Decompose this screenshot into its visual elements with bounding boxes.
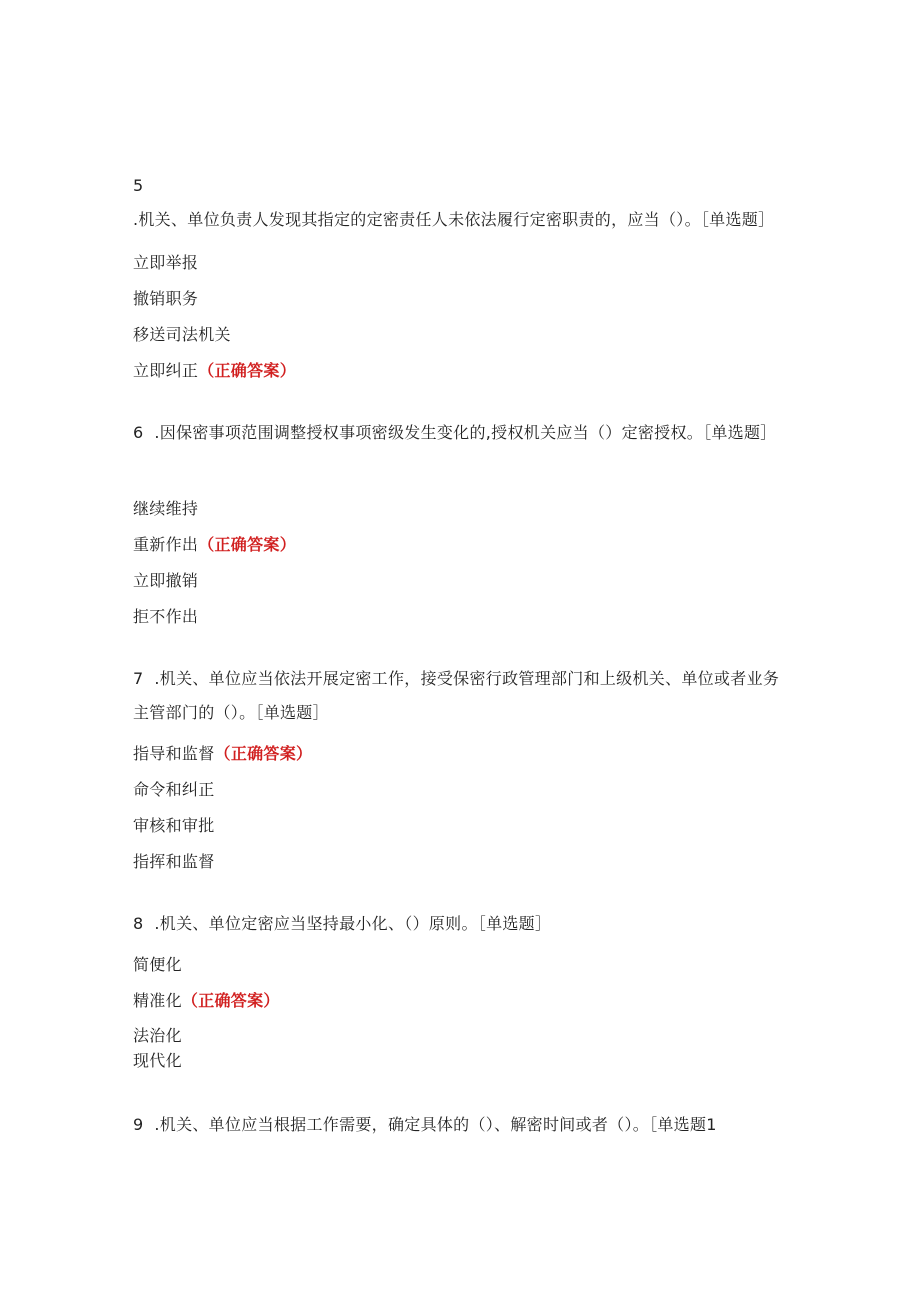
option-label: 精准化 — [133, 991, 182, 1010]
option — [133, 955, 182, 975]
option-label: 法治化 — [133, 1026, 182, 1045]
question-text: .机关、单位应当根据工作需要，确定具体的（）、解密时间或者（）。［单选题1 — [154, 1115, 717, 1134]
question-text: .机关、单位负责人发现其指定的定密责任人未依法履行定密职责的，应当（）。［单选题］ — [133, 210, 775, 229]
question-7 — [133, 662, 793, 730]
question-8 — [133, 907, 793, 941]
option — [133, 361, 296, 381]
question-number: 9 — [133, 1115, 144, 1134]
correct-answer-marker: （正确答案） — [214, 744, 313, 763]
question-9 — [133, 1108, 793, 1142]
option-label: 立即撤销 — [133, 571, 199, 590]
question-text: .机关、单位应当依法开展定密工作，接受保密行政管理部门和上级机关、单位或者业务主管部门的（）。［单选题］ — [133, 669, 780, 722]
option — [133, 499, 198, 519]
option — [133, 607, 198, 627]
option-label: 移送司法机关 — [133, 325, 231, 344]
option-label: 拒不作出 — [133, 607, 199, 626]
option-label: 现代化 — [133, 1051, 182, 1070]
option — [133, 325, 231, 345]
option — [133, 253, 198, 273]
option — [133, 816, 215, 836]
question-number: 5 — [133, 176, 144, 195]
correct-answer-marker: （正确答案） — [198, 361, 297, 380]
option-label: 简便化 — [133, 955, 182, 974]
question-text: .机关、单位定密应当坚持最小化、（）原则。［单选题］ — [154, 914, 552, 933]
question-number: 6 — [133, 423, 144, 442]
option — [133, 852, 215, 872]
option — [133, 991, 280, 1011]
question-6 — [133, 416, 793, 450]
option-label: 撤销职务 — [133, 289, 199, 308]
option-label: 命令和纠正 — [133, 780, 215, 799]
option-label: 指挥和监督 — [133, 852, 215, 871]
question-text: .因保密事项范围调整授权事项密级发生变化的,授权机关应当（）定密授权。［单选题］ — [154, 423, 777, 442]
option — [133, 289, 198, 309]
option — [133, 744, 312, 764]
option — [133, 571, 198, 591]
option-label: 立即举报 — [133, 253, 199, 272]
option — [133, 535, 296, 555]
option-label: 重新作出 — [133, 535, 199, 554]
option — [133, 780, 215, 800]
option-label: 继续维持 — [133, 499, 199, 518]
question-number: 8 — [133, 914, 144, 933]
option — [133, 1051, 182, 1071]
question-5 — [133, 169, 793, 237]
option-label: 审核和审批 — [133, 816, 215, 835]
option — [133, 1026, 182, 1046]
option-label: 立即纠正 — [133, 361, 199, 380]
correct-answer-marker: （正确答案） — [198, 535, 297, 554]
option-label: 指导和监督 — [133, 744, 215, 763]
question-number: 7 — [133, 669, 144, 688]
correct-answer-marker: （正确答案） — [181, 991, 280, 1010]
